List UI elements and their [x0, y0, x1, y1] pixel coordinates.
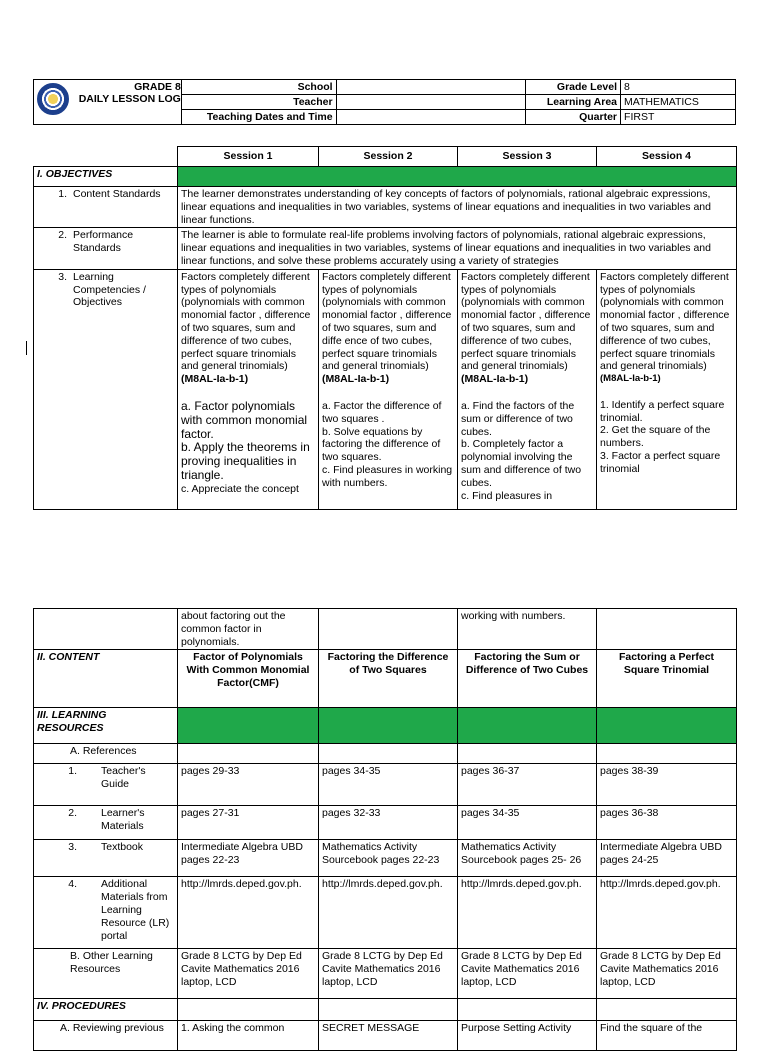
school-value — [336, 80, 526, 95]
session-2-continuation — [319, 609, 458, 650]
teachers-guide-4: pages 38-39 — [597, 764, 737, 806]
references-blank-4 — [597, 744, 737, 764]
continuation-blank — [34, 609, 178, 650]
procedures-blank-2 — [319, 999, 458, 1021]
learners-materials-4: pages 36-38 — [597, 806, 737, 840]
teachers-guide-label: 1. Teacher's Guide — [34, 764, 178, 806]
blank-corner — [34, 147, 178, 167]
reviewing-3: Purpose Setting Activity — [458, 1021, 597, 1051]
content-resources-table — [33, 608, 737, 1051]
objectives-section-title: I. OBJECTIVES — [34, 167, 178, 187]
textbook-1: Intermediate Algebra UBD pages 22-23 — [178, 840, 319, 877]
deped-seal-logo — [37, 83, 69, 115]
learners-materials-2: pages 32-33 — [319, 806, 458, 840]
textbook-4: Intermediate Algebra UBD pages 24-25 — [597, 840, 737, 877]
learning-area-label: Learning Area — [526, 95, 621, 110]
other-resources-1: Grade 8 LCTG by Dep Ed Cavite Mathematics 2016 laptop, LCD — [178, 949, 319, 999]
learning-resources-section-title: III. LEARNING RESOURCES — [34, 708, 178, 744]
other-resources-2: Grade 8 LCTG by Dep Ed Cavite Mathematics 2016 laptop, LCD — [319, 949, 458, 999]
content-standards-text: The learner demonstrates understanding of key concepts of factors of polynomials, rational algebraic expressions, linear equations and inequalities in two variables, systems of linear equations and inequalities in two variables and linear functions. — [178, 187, 737, 228]
session-2-competency: Factors completely different types of polynomials (polynomials with common monomial factor , difference of two squares, sum and diffe ence of two cubes, perfect square trinomials and general trinomials) (M8AL-Ia-b-1) a. Factor the difference of two squares . b. Solve equations by factoring the difference of two squares. c. Find pleasures in working with numbers. — [319, 269, 458, 509]
additional-materials-2: http://lmrds.deped.gov.ph. — [319, 877, 458, 949]
quarter-value: FIRST — [621, 110, 736, 125]
teachers-guide-3: pages 36-37 — [458, 764, 597, 806]
teacher-value — [336, 95, 526, 110]
performance-standards-text: The learner is able to formulate real-life problems involving factors of polynomials, rational algebraic expressions, linear equations and inequalities in two variables, systems of linear equations and inequalities in two variables and linear functions, and solve these problems accurately using a variety of strategies — [178, 228, 737, 269]
other-resources-3: Grade 8 LCTG by Dep Ed Cavite Mathematics 2016 laptop, LCD — [458, 949, 597, 999]
additional-materials-1: http://lmrds.deped.gov.ph. — [178, 877, 319, 949]
additional-materials-3: http://lmrds.deped.gov.ph. — [458, 877, 597, 949]
text-cursor — [26, 341, 27, 355]
learning-competencies-label: 3. Learning Competencies / Objectives — [34, 269, 178, 509]
session-2-header: Session 2 — [319, 147, 458, 167]
resources-green-2 — [319, 708, 458, 744]
other-resources-label: B. Other Learning Resources — [34, 949, 178, 999]
session-3-header: Session 3 — [458, 147, 597, 167]
session-3-continuation: working with numbers. — [458, 609, 597, 650]
session-1-competency: Factors completely different types of polynomials (polynomials with common monomial factor , difference of two squares, sum and difference of two cubes, perfect square trinomials and general trinomials) (M8AL-Ia-b-1) a. Factor polynomials with common monomial factor. b. Apply the theorems in proving inequalities in triangle. c. Appreciate the concept — [178, 269, 319, 509]
learners-materials-label: 2. Learner's Materials — [34, 806, 178, 840]
school-label: School — [181, 80, 336, 95]
teachers-guide-1: pages 29-33 — [178, 764, 319, 806]
session-4-topic: Factoring a Perfect Square Trinomial — [597, 650, 737, 708]
learners-materials-3: pages 34-35 — [458, 806, 597, 840]
content-standards-label: 1. Content Standards — [34, 187, 178, 228]
procedures-blank-4 — [597, 999, 737, 1021]
content-section-title: II. CONTENT — [34, 650, 178, 708]
additional-materials-label: 4. Additional Materials from Learning Resource (LR) portal — [34, 877, 178, 949]
quarter-label: Quarter — [526, 110, 621, 125]
references-label: A. References — [34, 744, 178, 764]
session-1-continuation: about factoring out the common factor in polynomials. — [178, 609, 319, 650]
session-3-competency: Factors completely different types of polynomials (polynomials with common monomial factor , difference of two squares, sum and difference of two cubes, perfect square trinomials and general trinomials) (M8AL-Ia-b-1) a. Find the factors of the sum or difference of two cubes. b. Completely factor a polynomial involving the sum and difference of two cubes. c. Find pleasures in — [458, 269, 597, 509]
references-blank-2 — [319, 744, 458, 764]
resources-green-3 — [458, 708, 597, 744]
grade-level-value: 8 — [621, 80, 736, 95]
header-title-cell — [34, 80, 182, 125]
daily-lesson-log-title: DAILY LESSON LOG — [78, 93, 181, 106]
procedures-blank-1 — [178, 999, 319, 1021]
reviewing-1: 1. Asking the common — [178, 1021, 319, 1051]
references-blank-3 — [458, 744, 597, 764]
session-4-competency: Factors completely different types of polynomials (polynomials with common monomial factor , difference of two squares, sum and difference of two cubes, perfect square trinomials and general trinomials) (M8AL-Ia-b-1) 1. Identify a perfect square trinomial. 2. Get the square of the numbers. 3. Factor a perfect square trinomial — [597, 269, 737, 509]
reviewing-previous-label: A. Reviewing previous — [34, 1021, 178, 1051]
resources-green-1 — [178, 708, 319, 744]
session-2-topic: Factoring the Difference of Two Squares — [319, 650, 458, 708]
procedures-section-title: IV. PROCEDURES — [34, 999, 178, 1021]
learning-area-value: MATHEMATICS — [621, 95, 736, 110]
performance-standards-label: 2. Performance Standards — [34, 228, 178, 269]
teacher-label: Teacher — [181, 95, 336, 110]
additional-materials-4: http://lmrds.deped.gov.ph. — [597, 877, 737, 949]
session-4-continuation — [597, 609, 737, 650]
session-1-topic: Factor of Polynomials With Common Monomial Factor(CMF) — [178, 650, 319, 708]
objectives-table — [33, 146, 737, 510]
procedures-blank-3 — [458, 999, 597, 1021]
references-blank-1 — [178, 744, 319, 764]
textbook-label: 3. Textbook — [34, 840, 178, 877]
reviewing-2: SECRET MESSAGE — [319, 1021, 458, 1051]
dates-value — [336, 110, 526, 125]
other-resources-4: Grade 8 LCTG by Dep Ed Cavite Mathematics 2016 laptop, LCD — [597, 949, 737, 999]
objectives-green-bar — [178, 167, 737, 187]
textbook-3: Mathematics Activity Sourcebook pages 25- 26 — [458, 840, 597, 877]
grade-title: GRADE 8 — [134, 81, 181, 93]
learners-materials-1: pages 27-31 — [178, 806, 319, 840]
grade-level-label: Grade Level — [526, 80, 621, 95]
session-3-topic: Factoring the Sum or Difference of Two Cubes — [458, 650, 597, 708]
textbook-2: Mathematics Activity Sourcebook pages 22-23 — [319, 840, 458, 877]
session-1-header: Session 1 — [178, 147, 319, 167]
reviewing-4: Find the square of the — [597, 1021, 737, 1051]
header-table — [33, 79, 736, 125]
session-4-header: Session 4 — [597, 147, 737, 167]
dates-label: Teaching Dates and Time — [181, 110, 336, 125]
teachers-guide-2: pages 34-35 — [319, 764, 458, 806]
resources-green-4 — [597, 708, 737, 744]
